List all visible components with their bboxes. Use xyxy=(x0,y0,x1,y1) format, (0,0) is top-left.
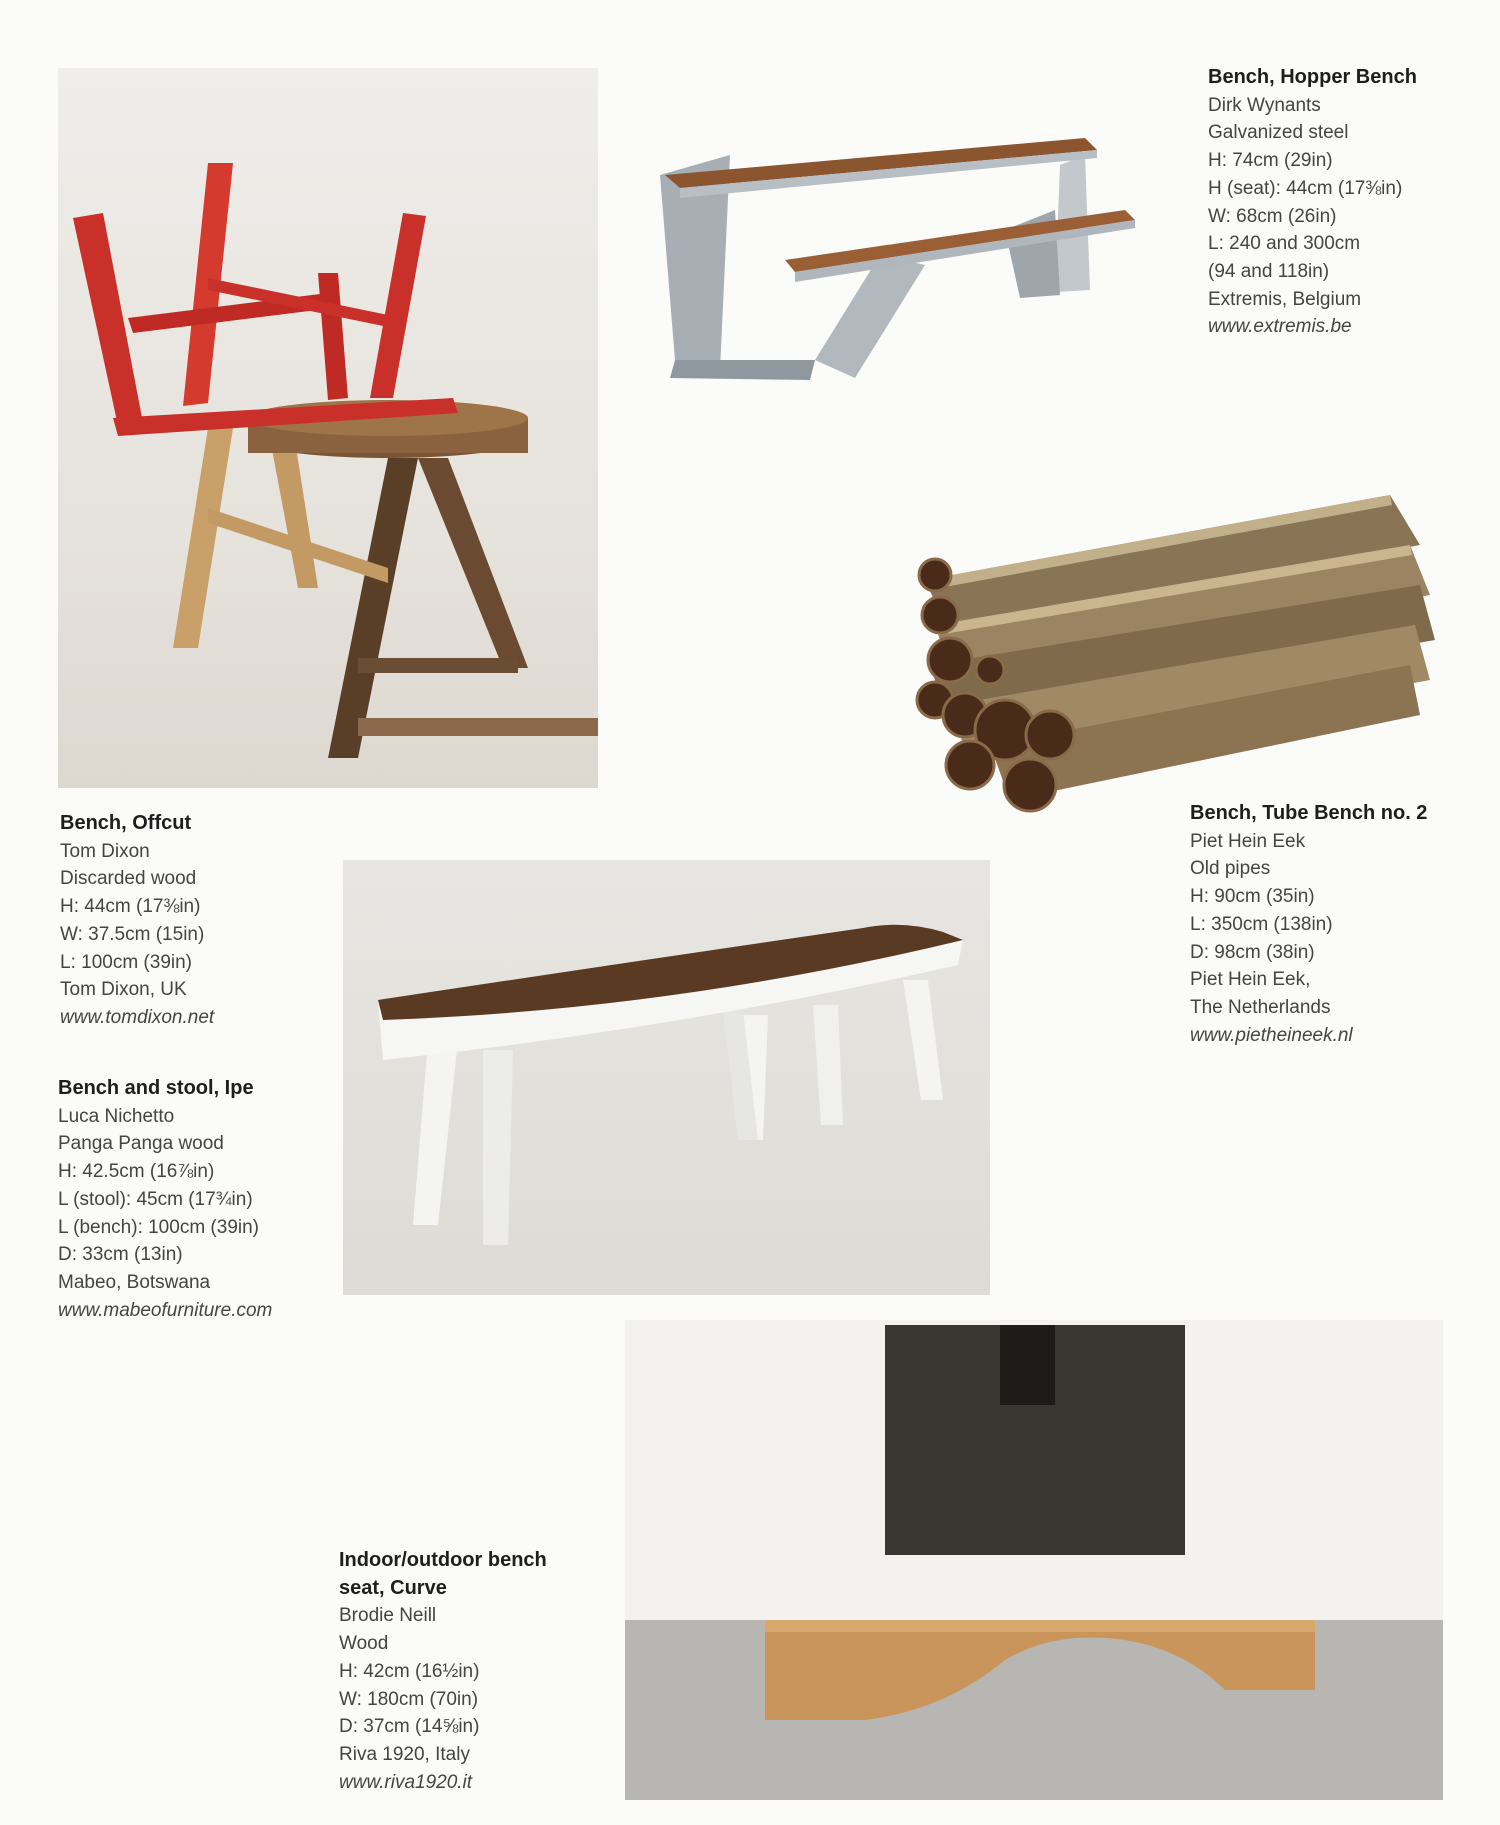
spec-line: L: 100cm (39in) xyxy=(60,951,193,973)
product-title: seat, Curve xyxy=(339,1576,447,1599)
caption-ipe-bench xyxy=(58,1075,272,1324)
curve-bench-photo xyxy=(625,1320,1443,1800)
designer: Piet Hein Eek xyxy=(1190,830,1306,852)
material: Old pipes xyxy=(1190,858,1271,880)
spec-line: W: 37.5cm (15in) xyxy=(60,923,205,945)
spec-line: H: 42cm (16½in) xyxy=(339,1660,480,1682)
caption-tube-bench xyxy=(1190,800,1427,1049)
product-title: Bench, Tube Bench no. 2 xyxy=(1190,802,1428,824)
spec-line: H: 90cm (35in) xyxy=(1190,886,1315,908)
manufacturer: Riva 1920, Italy xyxy=(339,1743,470,1765)
website-link[interactable]: www.riva1920.it xyxy=(339,1771,473,1793)
manufacturer: Mabeo, Botswana xyxy=(58,1271,211,1293)
spec-line: L: 350cm (138in) xyxy=(1190,913,1333,935)
manufacturer-country: The Netherlands xyxy=(1190,996,1331,1018)
spec-line: H (seat): 44cm (17⅜in) xyxy=(1208,177,1403,199)
spec-line: (94 and 118in) xyxy=(1208,260,1330,282)
caption-curve-bench xyxy=(339,1547,547,1796)
product-title: Bench and stool, Ipe xyxy=(58,1077,254,1099)
designer: Luca Nichetto xyxy=(58,1105,175,1127)
manufacturer: Piet Hein Eek, xyxy=(1190,969,1311,991)
website-link[interactable]: www.pietheineek.nl xyxy=(1190,1024,1353,1046)
material: Galvanized steel xyxy=(1208,122,1349,144)
product-title: Indoor/outdoor bench xyxy=(339,1549,547,1571)
hopper-bench-photo xyxy=(635,60,1175,445)
spec-line: D: 98cm (38in) xyxy=(1190,941,1315,963)
spec-line: H: 42.5cm (16⅞in) xyxy=(58,1161,215,1183)
manufacturer: Extremis, Belgium xyxy=(1208,288,1362,310)
spec-line: W: 68cm (26in) xyxy=(1208,205,1337,227)
material: Wood xyxy=(339,1633,389,1655)
designer: Dirk Wynants xyxy=(1208,94,1321,116)
product-title: Bench, Offcut xyxy=(60,812,192,834)
caption-hopper-bench xyxy=(1208,64,1417,341)
spec-line: D: 37cm (14⅝in) xyxy=(339,1716,480,1738)
ipe-bench-photo xyxy=(343,860,990,1295)
offcut-bench-photo xyxy=(58,68,598,788)
website-link[interactable]: www.extremis.be xyxy=(1208,316,1352,338)
designer: Brodie Neill xyxy=(339,1605,437,1627)
website-link[interactable]: www.mabeofurniture.com xyxy=(58,1299,273,1321)
spec-line: D: 33cm (13in) xyxy=(58,1244,183,1266)
material: Discarded wood xyxy=(60,868,197,890)
caption-offcut-bench xyxy=(60,810,214,1032)
spec-line: L: 240 and 300cm xyxy=(1208,233,1361,255)
spec-line: H: 74cm (29in) xyxy=(1208,150,1333,172)
spec-line: H: 44cm (17⅜in) xyxy=(60,896,201,918)
tube-bench-photo xyxy=(910,465,1440,825)
spec-line: W: 180cm (70in) xyxy=(339,1688,479,1710)
manufacturer: Tom Dixon, UK xyxy=(60,979,187,1001)
spec-line: L (bench): 100cm (39in) xyxy=(58,1216,260,1238)
material: Panga Panga wood xyxy=(58,1133,224,1155)
product-title: Bench, Hopper Bench xyxy=(1208,66,1417,88)
website-link[interactable]: www.tomdixon.net xyxy=(60,1006,215,1028)
spec-line: L (stool): 45cm (17¾in) xyxy=(58,1188,253,1210)
designer: Tom Dixon xyxy=(60,840,150,862)
